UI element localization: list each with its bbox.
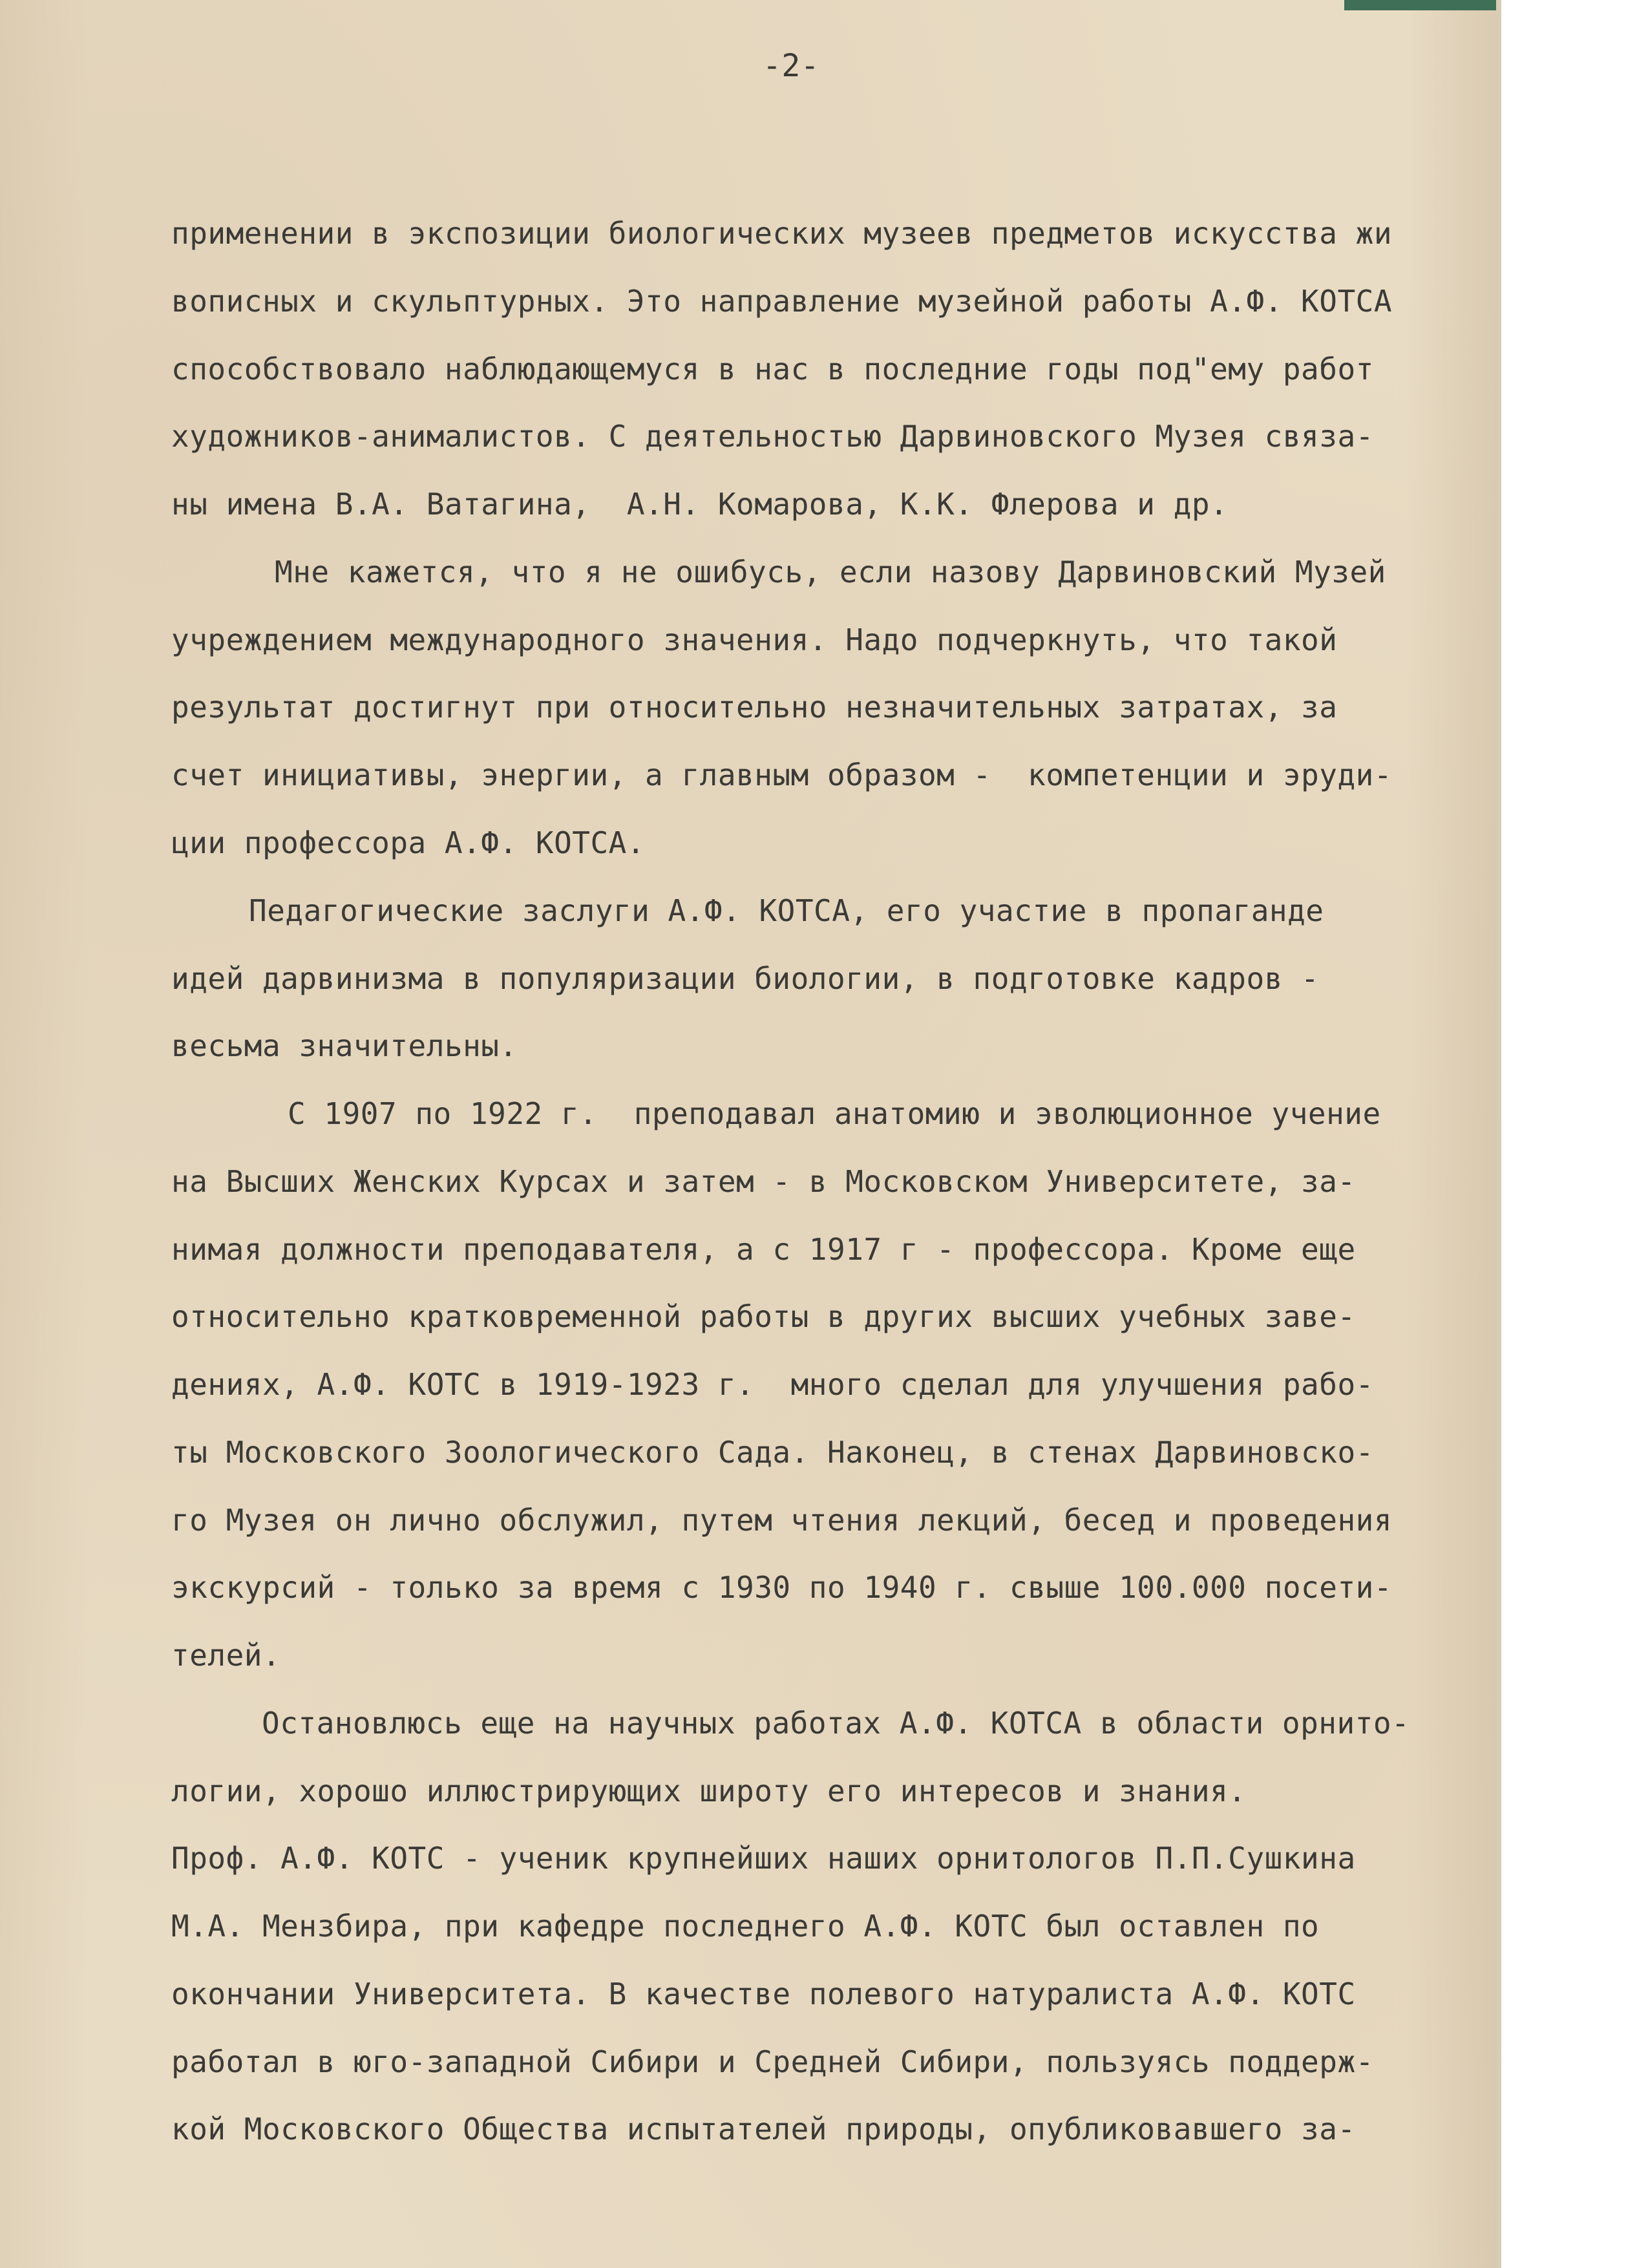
text-line: результат достигнут при относительно незначительных затратах, за [171, 690, 1338, 725]
text-line: учреждением международного значения. Надо подчеркнуть, что такой [171, 622, 1338, 657]
text-line: на Высших Женских Курсах и затем - в Московском Университете, за- [171, 1164, 1356, 1199]
page-number: -2- [763, 48, 820, 84]
text-line: Педагогические заслуги А.Ф. КОТСА, его участие в пропаганде [249, 893, 1324, 928]
text-line: относительно кратковременной работы в других высших учебных заве- [171, 1299, 1356, 1334]
text-line: Остановлюсь еще на научных работах А.Ф. КОТСА в области орнито- [262, 1706, 1410, 1741]
text-line: работал в юго-западной Сибири и Средней Сибири, пользуясь поддерж- [171, 2044, 1374, 2079]
text-line: идей дарвинизма в популяризации биологии, в подготовке кадров - [171, 961, 1320, 996]
text-line: экскурсий - только за время с 1930 по 1940 г. свыше 100.000 посети- [171, 1570, 1393, 1605]
text-line: Мне кажется, что я не ошибусь, если назову Дарвиновский Музей [275, 555, 1386, 589]
text-line: С 1907 по 1922 г. преподавал анатомию и эволюционное учение [288, 1096, 1381, 1131]
text-line: весьма значительны. [171, 1028, 518, 1063]
text-line: окончании Университета. В качестве полевого натуралиста А.Ф. КОТС [171, 1977, 1356, 2011]
text-line: телей. [171, 1638, 281, 1673]
text-line: го Музея он лично обслужил, путем чтения лекций, бесед и проведения [171, 1503, 1393, 1538]
text-line: дениях, А.Ф. КОТС в 1919-1923 г. много сделал для улучшения рабо- [171, 1367, 1374, 1402]
text-line: ты Московского Зоологического Сада. Наконец, в стенах Дарвиновско- [171, 1435, 1374, 1470]
text-line: Проф. А.Ф. КОТС - ученик крупнейших наших орнитологов П.П.Сушкина [171, 1841, 1356, 1876]
text-line: ции профессора А.Ф. КОТСА. [171, 825, 646, 860]
text-line: ны имена В.А. Ватагина, А.Н. Комарова, К.К. Флерова и др. [171, 487, 1229, 522]
text-line: кой Московского Общества испытателей природы, опубликовавшего за- [171, 2112, 1356, 2146]
text-line: счет инициативы, энергии, а главным образом - компетенции и эруди- [171, 758, 1393, 792]
text-line: художников-анималистов. С деятельностью Дарвиновского Музея связа- [171, 419, 1374, 454]
background-strip [1344, 0, 1496, 10]
text-line: вописных и скульптурных. Это направление музейной работы А.Ф. КОТСА [171, 284, 1393, 319]
text-line: М.А. Мензбира, при кафедре последнего А.Ф. КОТС был оставлен по [171, 1909, 1320, 1944]
text-line: нимая должности преподавателя, а с 1917 г - профессора. Кроме еще [171, 1232, 1356, 1267]
text-line: способствовало наблюдающемуся в нас в последние годы под"ему работ [171, 352, 1374, 387]
text-line: применении в экспозиции биологических музеев предметов искусства жи [171, 216, 1393, 251]
text-line: логии, хорошо иллюстрирующих широту его интересов и знания. [171, 1774, 1247, 1808]
